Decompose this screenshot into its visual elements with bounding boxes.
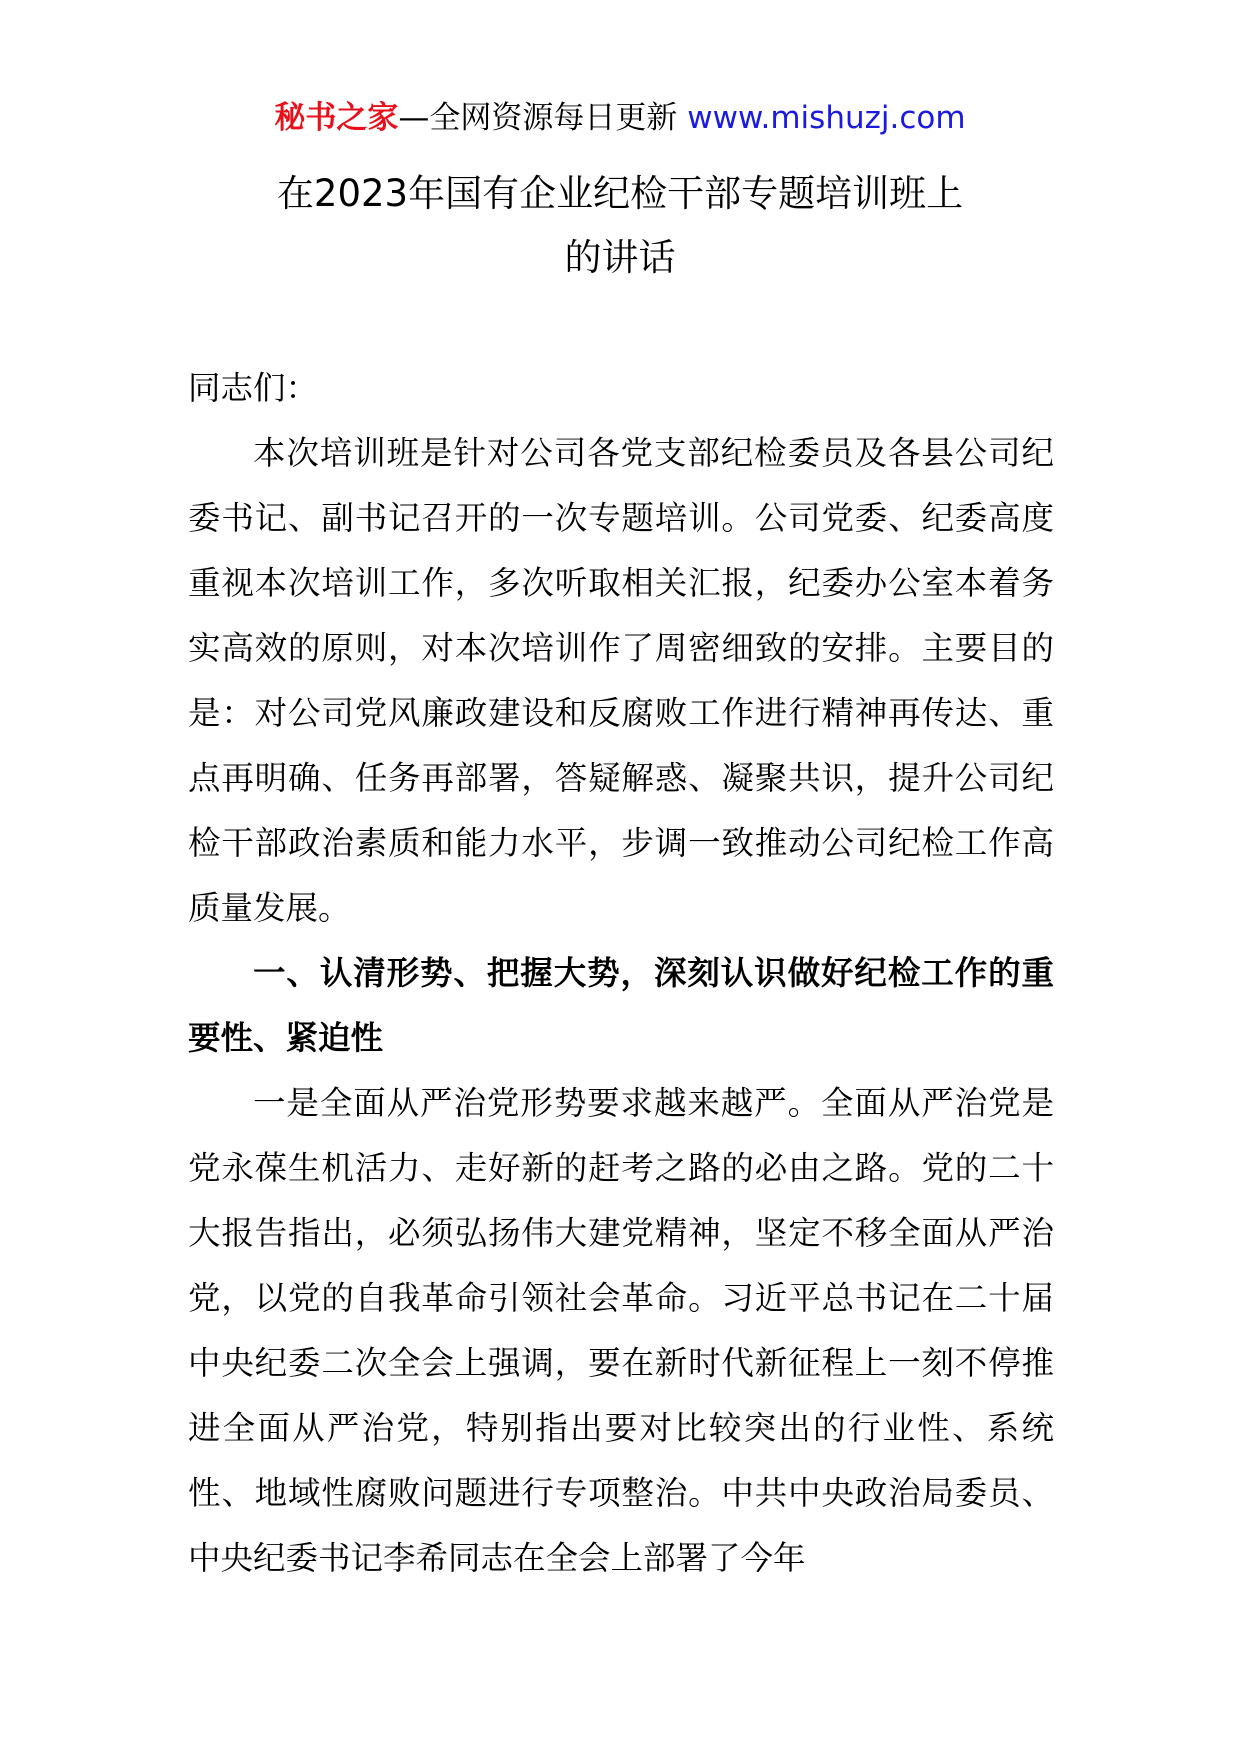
title-line-1: 在2023年国有企业纪检干部专题培训班上: [276, 172, 964, 215]
banner-slogan: —全网资源每日更新: [398, 100, 678, 136]
watermark-banner: [0, 98, 1240, 138]
document-title: [0, 162, 1240, 290]
salutation: 同志们：: [188, 369, 319, 407]
banner-brand: 秘书之家: [274, 100, 399, 136]
banner-site-link[interactable]: www.mishuzj.com: [687, 100, 966, 136]
title-line-2: 的讲话: [564, 236, 676, 279]
paragraph-intro: 本次培训班是针对公司各党支部纪检委员及各县公司纪委书记、副书记召开的一次专题培训。公司党委、纪委高度重视本次培训工作，多次听取相关汇报，纪委办公室本着务实高效的原则，对本次培训作了周密细致的安排。主要目的是：对公司党风廉政建设和反腐败工作进行精神再传达、重点再明确、任务再部署，答疑解惑、凝聚共识，提升公司纪检干部政治素质和能力水平，步调一致推动公司纪检工作高质量发展。: [188, 434, 1054, 927]
section-heading-1: 一、认清形势、把握大势，深刻认识做好纪检工作的重要性、紧迫性: [188, 954, 1054, 1057]
document-body: [188, 356, 1054, 1591]
paragraph-situation: 一是全面从严治党形势要求越来越严。全面从严治党是党永葆生机活力、走好新的赶考之路的必由之路。党的二十大报告指出，必须弘扬伟大建党精神，坚定不移全面从严治党，以党的自我革命引领社会革命。习近平总书记在二十届中央纪委二次全会上强调，要在新时代新征程上一刻不停推进全面从严治党，特别指出要对比较突出的行业性、系统性、地域性腐败问题进行专项整治。中共中央政治局委员、中央纪委书记李希同志在全会上部署了今年: [188, 1084, 1054, 1577]
